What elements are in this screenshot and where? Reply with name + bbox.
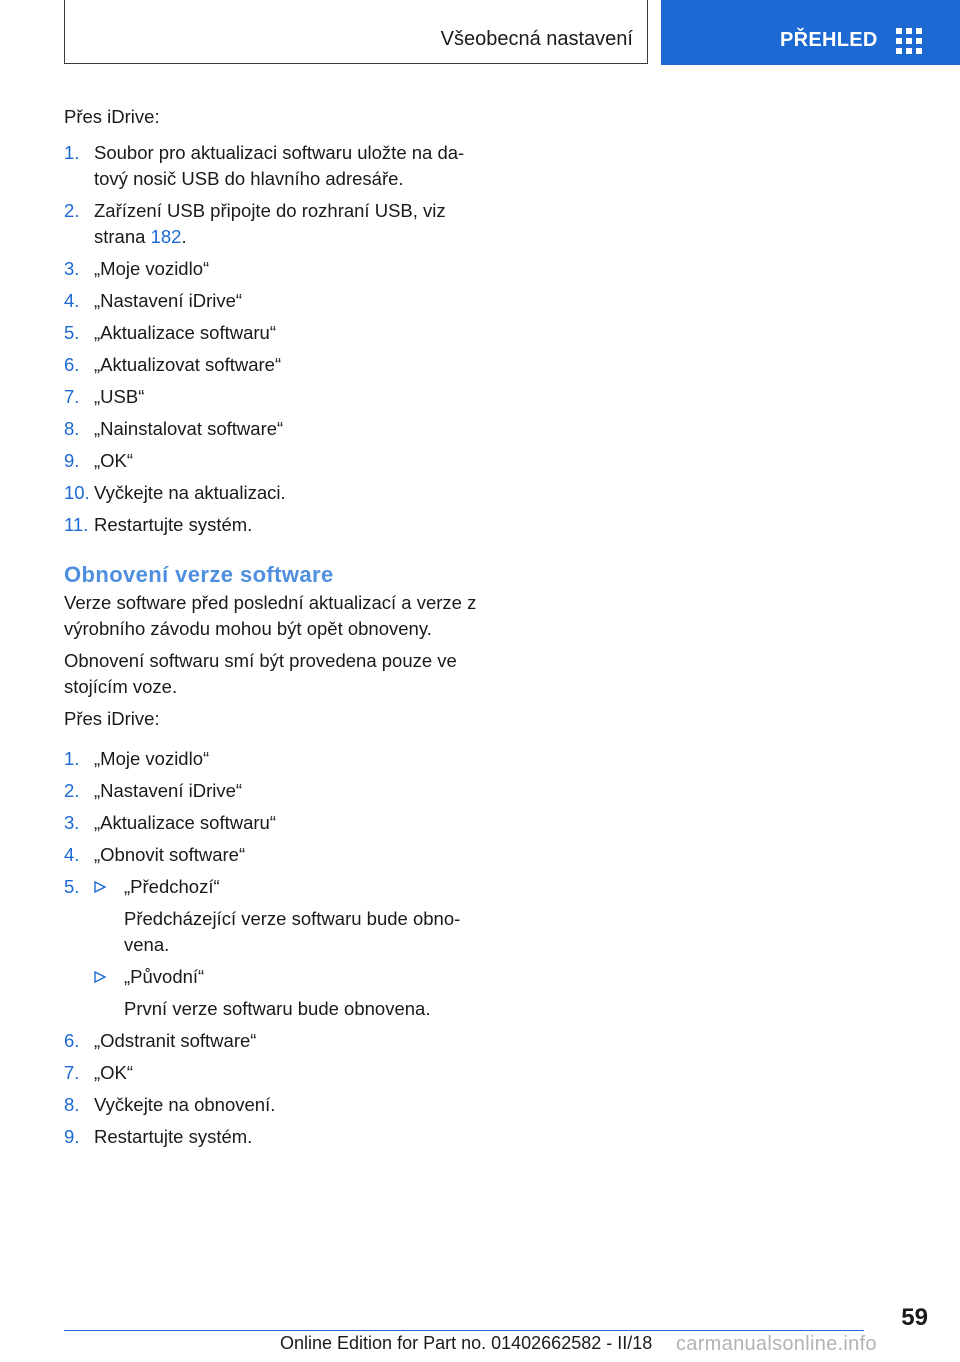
restore-heading: Obnovení verze software <box>64 562 334 587</box>
step-text: Vyčkejte na aktualizaci. <box>94 482 286 503</box>
update-step <box>64 512 484 538</box>
step-text: Restartujte systém. <box>94 514 253 535</box>
step-number: 3. <box>64 812 80 833</box>
restore-step <box>64 842 484 868</box>
step-text <box>94 198 484 250</box>
overview-tab[interactable] <box>661 0 960 65</box>
option-item <box>94 964 484 1022</box>
step-text: „Nastavení iDrive“ <box>94 780 243 801</box>
option-label: „Předchozí“ <box>124 876 220 897</box>
triangle-bullet-icon <box>94 971 106 983</box>
triangle-bullet-icon <box>94 881 106 893</box>
main-content <box>64 104 484 1150</box>
section-title: Všeobecná nastavení <box>440 28 633 50</box>
restore-intro: Přes iDrive: <box>64 708 160 729</box>
step-text: Vyčkejte na obnovení. <box>94 1094 276 1115</box>
restore-step <box>64 1124 484 1150</box>
update-step <box>64 320 484 346</box>
step-text-before: Zařízení USB připojte do rozhraní USB, viz strana <box>94 200 446 247</box>
grid-icon <box>896 28 922 54</box>
step-text-after: . <box>181 226 187 247</box>
step-number: 1. <box>64 142 80 163</box>
page-number: 59 <box>901 1304 928 1331</box>
step-number: 5. <box>64 322 80 343</box>
step-text: „Moje vozidlo“ <box>94 258 210 279</box>
restore-paragraph: Obnovení softwaru smí být provedena pouze ve stojícím voze. <box>64 650 457 697</box>
step-text: „Aktualizace softwaru“ <box>94 812 276 833</box>
restore-step <box>64 1028 484 1054</box>
restore-step <box>64 874 484 1022</box>
step-number: 2. <box>64 780 80 801</box>
watermark: carmanualsonline.info <box>676 1333 877 1355</box>
step-number: 10. <box>64 482 90 503</box>
update-intro: Přes iDrive: <box>64 106 160 127</box>
step-text: Restartujte systém. <box>94 1126 253 1147</box>
option-description: První verze softwaru bude obnovena. <box>124 998 431 1019</box>
update-step <box>64 288 484 314</box>
restore-step <box>64 746 484 772</box>
step-text: „Nastavení iDrive“ <box>94 290 243 311</box>
step-number: 4. <box>64 290 80 311</box>
restore-step <box>64 778 484 804</box>
step-text: „Moje vozidlo“ <box>94 748 210 769</box>
step-text: „Odstranit software“ <box>94 1030 257 1051</box>
step-text: „OK“ <box>94 1062 134 1083</box>
update-step <box>64 480 484 506</box>
page-link[interactable]: 182 <box>150 226 182 247</box>
option-label: „Původní“ <box>124 966 205 987</box>
header-section-box <box>64 0 648 64</box>
step-text: Soubor pro aktualizaci softwaru uložte na da-tový nosič USB do hlavního adresáře. <box>94 142 465 189</box>
update-step <box>64 256 484 282</box>
step-number: 8. <box>64 418 80 439</box>
footer-divider <box>64 1330 864 1331</box>
step-number: 3. <box>64 258 80 279</box>
restore-paragraph: Verze software před poslední aktualizací a verze z výrobního závodu mohou být opět obnoveny. <box>64 592 477 639</box>
step-number: 6. <box>64 1030 80 1051</box>
step-number: 11. <box>64 514 89 535</box>
step-number: 9. <box>64 1126 80 1147</box>
update-step <box>64 384 484 410</box>
step-number: 7. <box>64 386 80 407</box>
update-step <box>64 416 484 442</box>
restore-step <box>64 810 484 836</box>
restore-step <box>64 1092 484 1118</box>
step-text: „Nainstalovat software“ <box>94 418 284 439</box>
overview-tab-label: PŘEHLED <box>780 29 878 51</box>
step-text: „Aktualizovat software“ <box>94 354 282 375</box>
update-step <box>64 352 484 378</box>
update-step <box>64 140 484 192</box>
option-description: Předcházející verze softwaru bude obno-vena. <box>124 908 461 955</box>
step-number: 2. <box>64 200 80 221</box>
update-step <box>64 198 484 250</box>
step-number: 5. <box>64 876 80 897</box>
restore-step <box>64 1060 484 1086</box>
step-number: 4. <box>64 844 80 865</box>
step-number: 1. <box>64 748 80 769</box>
step-number: 8. <box>64 1094 80 1115</box>
option-item <box>94 874 484 958</box>
edition-text: Online Edition for Part no. 01402662582 - II/18 <box>280 1333 653 1353</box>
step-number: 7. <box>64 1062 80 1083</box>
update-step <box>64 448 484 474</box>
step-text: „Obnovit software“ <box>94 844 246 865</box>
step-text: „OK“ <box>94 450 134 471</box>
step-text: „Aktualizace softwaru“ <box>94 322 276 343</box>
step-number: 6. <box>64 354 80 375</box>
step-text: „USB“ <box>94 386 145 407</box>
step-number: 9. <box>64 450 80 471</box>
